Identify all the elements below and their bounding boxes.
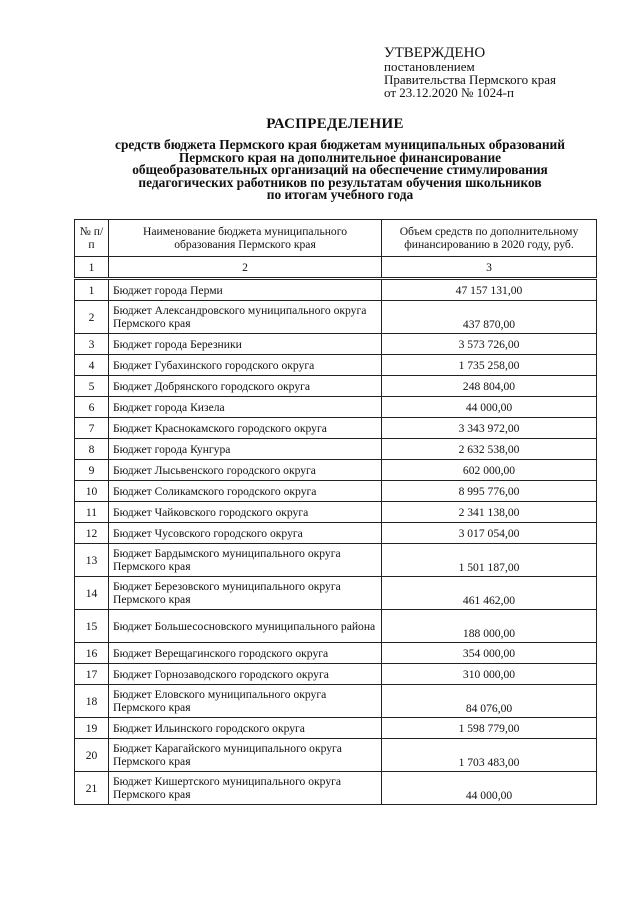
row-amount: 1 501 187,00 [382, 544, 597, 577]
row-amount: 1 735 258,00 [382, 355, 597, 376]
row-number: 5 [75, 376, 109, 397]
row-amount: 47 157 131,00 [382, 279, 597, 301]
row-name: Бюджет Кишертского муниципального округа Пермского края [109, 772, 382, 805]
table-row [75, 739, 597, 772]
row-name: Бюджет города Кунгура [109, 439, 382, 460]
row-name: Бюджет Верещагинского городского округа [109, 643, 382, 664]
row-amount: 8 995 776,00 [382, 481, 597, 502]
subtitle-line: педагогических работников по результатам обучения школьников [138, 174, 542, 190]
subtitle-line: общеобразовательных организаций на обеспечение стимулирования [132, 162, 548, 177]
table-row [75, 685, 597, 718]
header-amount: Объем средств по дополнительному финансированию в 2020 году, руб. [382, 220, 597, 257]
row-amount: 310 000,00 [382, 664, 597, 685]
table-row [75, 772, 597, 805]
row-name: Бюджет Губахинского городского округа [109, 355, 382, 376]
column-index-row [75, 257, 597, 279]
row-number: 18 [75, 685, 109, 718]
row-amount: 2 341 138,00 [382, 502, 597, 523]
row-amount: 44 000,00 [382, 397, 597, 418]
row-number: 3 [75, 334, 109, 355]
table-row [75, 279, 597, 301]
document-title: РАСПРЕДЕЛЕНИЕ [266, 116, 404, 132]
row-number: 21 [75, 772, 109, 805]
approval-line-1: постановлением [384, 59, 475, 74]
row-number: 12 [75, 523, 109, 544]
row-number: 4 [75, 355, 109, 376]
row-name: Бюджет Карагайского муниципального округа Пермского края [109, 739, 382, 772]
row-name: Бюджет Чусовского городского округа [109, 523, 382, 544]
row-name: Бюджет Еловского муниципального округа Пермского края [109, 685, 382, 718]
row-name: Бюджет Бардымского муниципального округа Пермского края [109, 544, 382, 577]
column-index: 3 [382, 257, 597, 279]
table-row [75, 643, 597, 664]
row-number: 11 [75, 502, 109, 523]
row-number: 6 [75, 397, 109, 418]
table-row [75, 577, 597, 610]
row-amount: 84 076,00 [382, 685, 597, 718]
row-amount: 3 573 726,00 [382, 334, 597, 355]
table-header-row [75, 220, 597, 257]
row-number: 2 [75, 301, 109, 334]
row-amount: 1 703 483,00 [382, 739, 597, 772]
distribution-table [74, 219, 597, 805]
row-name: Бюджет Лысьвенского городского округа [109, 460, 382, 481]
column-index: 2 [109, 257, 382, 279]
row-name: Бюджет Березовского муниципального округа Пермского края [109, 577, 382, 610]
row-name: Бюджет города Перми [109, 279, 382, 301]
table-row [75, 523, 597, 544]
row-name: Бюджет Горнозаводского городского округа [109, 664, 382, 685]
table-row [75, 397, 597, 418]
row-amount: 3 343 972,00 [382, 418, 597, 439]
row-name: Бюджет Чайковского городского округа [109, 502, 382, 523]
row-number: 9 [75, 460, 109, 481]
table-row [75, 502, 597, 523]
document-subtitle [82, 139, 598, 202]
row-name: Бюджет Добрянского городского округа [109, 376, 382, 397]
subtitle-line: по итогам учебного года [266, 187, 414, 202]
table-row [75, 301, 597, 334]
row-amount: 461 462,00 [382, 577, 597, 610]
table-row [75, 718, 597, 739]
row-number: 7 [75, 418, 109, 439]
table-row [75, 481, 597, 502]
row-number: 8 [75, 439, 109, 460]
row-number: 16 [75, 643, 109, 664]
row-amount: 188 000,00 [382, 610, 597, 643]
row-number: 15 [75, 610, 109, 643]
approval-line-2: Правительства Пермского края [384, 72, 556, 87]
row-number: 13 [75, 544, 109, 577]
row-name: Бюджет Ильинского городского округа [109, 718, 382, 739]
row-amount: 2 632 538,00 [382, 439, 597, 460]
table-row [75, 460, 597, 481]
header-name: Наименование бюджета муниципального образования Пермского края [109, 220, 382, 257]
row-name: Бюджет Александровского муниципального округа Пермского края [109, 301, 382, 334]
row-name: Бюджет города Кизела [109, 397, 382, 418]
table-row [75, 334, 597, 355]
row-number: 1 [75, 279, 109, 301]
row-number: 10 [75, 481, 109, 502]
approval-line-3: от 23.12.2020 № 1024-п [384, 85, 514, 100]
row-name: Бюджет Краснокамского городского округа [109, 418, 382, 439]
row-number: 17 [75, 664, 109, 685]
row-amount: 602 000,00 [382, 460, 597, 481]
table-row [75, 439, 597, 460]
header-num: № п/п [75, 220, 109, 257]
row-number: 14 [75, 577, 109, 610]
row-number: 20 [75, 739, 109, 772]
row-amount: 354 000,00 [382, 643, 597, 664]
row-amount: 44 000,00 [382, 772, 597, 805]
approval-block [384, 46, 556, 99]
table-row [75, 355, 597, 376]
table-row [75, 664, 597, 685]
table-row [75, 610, 597, 643]
table-row [75, 376, 597, 397]
subtitle-line: Пермского края на дополнительное финансирование [178, 149, 502, 165]
row-name: Бюджет Большесосновского муниципального района [109, 610, 382, 643]
row-number: 19 [75, 718, 109, 739]
row-amount: 248 804,00 [382, 376, 597, 397]
row-name: Бюджет города Березники [109, 334, 382, 355]
table-row [75, 418, 597, 439]
row-name: Бюджет Соликамского городского округа [109, 481, 382, 502]
table-row [75, 544, 597, 577]
row-amount: 437 870,00 [382, 301, 597, 334]
approval-title: УТВЕРЖДЕНО [384, 45, 486, 61]
row-amount: 3 017 054,00 [382, 523, 597, 544]
column-index: 1 [75, 257, 109, 279]
subtitle-line: средств бюджета Пермского края бюджетам муниципальных образований [115, 137, 565, 152]
row-amount: 1 598 779,00 [382, 718, 597, 739]
